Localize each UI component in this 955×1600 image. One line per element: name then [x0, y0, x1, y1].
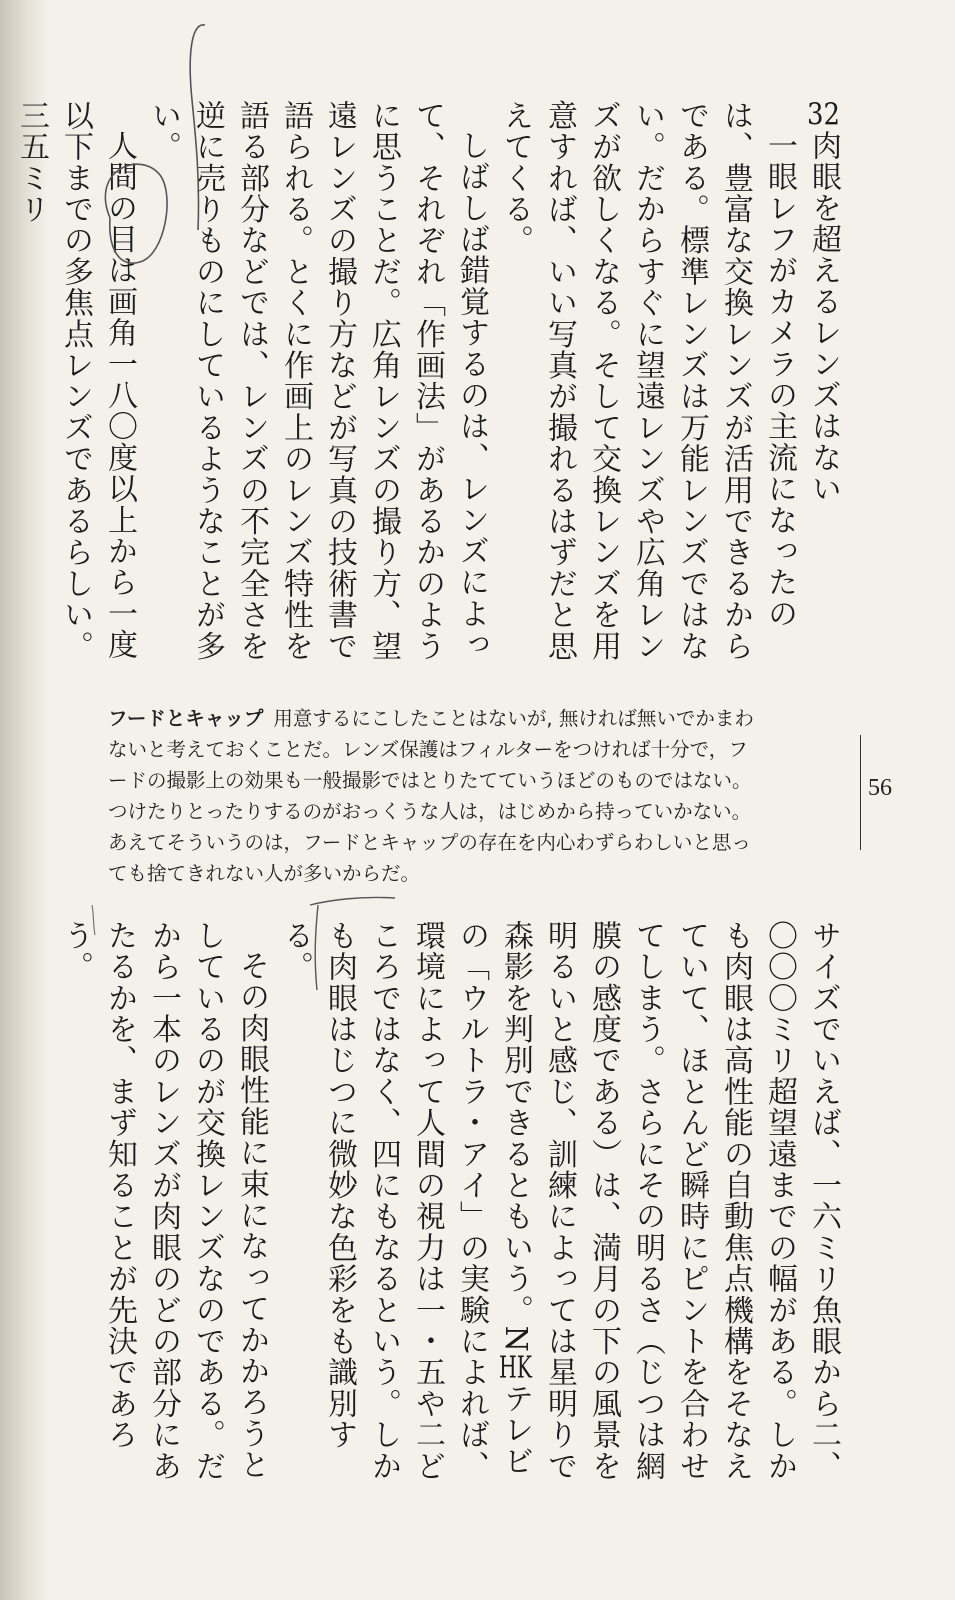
sidebar-note	[108, 703, 758, 889]
paragraph-2: しばしば錯覚するのは、レンズによって、それぞれ「作画法」があるかのように思うことだ。広角レンズの撮り方、望遠レンズの撮り方などが写真の技術書で語られる。とくに作画上のレンズ特性を語る部分などでは、レンズの不完全さを逆に売りものにしているようなことが多い。	[146, 100, 489, 662]
lower-text-block	[58, 920, 845, 1500]
note-title: フードとキャップ	[108, 707, 264, 730]
paragraph-1: 一眼レフがカメラの主流になったのは、豊富な交換レンズが活用できるからである。標準レンズは万能レンズではない。だからすぐに望遠レンズや広角レンズが欲しくなる。そして交換レンズを用意すれば、いい写真が撮れるはずだと思えてくる。	[498, 100, 797, 662]
letter-n: N	[498, 1325, 533, 1354]
note-body: 用意するにこしたことはないが, 無ければ無いでかまわないと考えておくことだ。レンズ保護はフィルターをつければ十分で，フードの撮影上の効果も一般撮影ではとりたてていうほどのものではない。つけたりとったりするのがおっくうな人は，はじめから持っていかない。あえてそういうのは，フードとキャップの存在を内心わずらわしいと思っても捨てきれない人が多いからだ。	[108, 707, 754, 885]
section-number: 32	[807, 100, 840, 130]
folio-rule	[860, 735, 861, 850]
paragraph-3-part2: テレビの「ウルトラ・アイ」の実験によれば、環境によって人間の視力は一・五や二どころではなく、四にもなるという。しかも肉眼はじつに微妙な色彩をも識別する。	[278, 920, 533, 1482]
paragraph-3-part1: サイズでいえば、一六ミリ魚眼から二、〇〇〇ミリ超望遠までの幅がある。しかも肉眼は高性能の自動焦点機構をそなえていて、ほとんど瞬時にピントを合わせてしまう。さらにその明るさ（じつは網膜の感度である）は、満月の下の風景を明るいと感じ、訓練によっては星明りで森影を判別できるともいう。	[498, 920, 841, 1482]
paragraph-3-continued	[273, 920, 845, 1500]
paragraph-4: その肉眼性能に束になってかかろうとしているのが交換レンズなのである。だから一本のレンズが肉眼のどの部分にあたるかを、まず知ることが先決であろう。	[58, 920, 269, 1482]
section-title: 肉眼を超えるレンズはない	[806, 130, 841, 505]
page-number: 56	[868, 775, 892, 801]
pencil-line-lower-top	[310, 897, 395, 905]
letters-hk: HK	[499, 1353, 532, 1384]
paragraph-3-start: 人間の目は画角一八〇度以上から一度以下までの多焦点レンズであるらしい。三五ミリ	[14, 100, 137, 662]
section-heading	[801, 100, 845, 680]
upper-text-block	[14, 100, 845, 680]
